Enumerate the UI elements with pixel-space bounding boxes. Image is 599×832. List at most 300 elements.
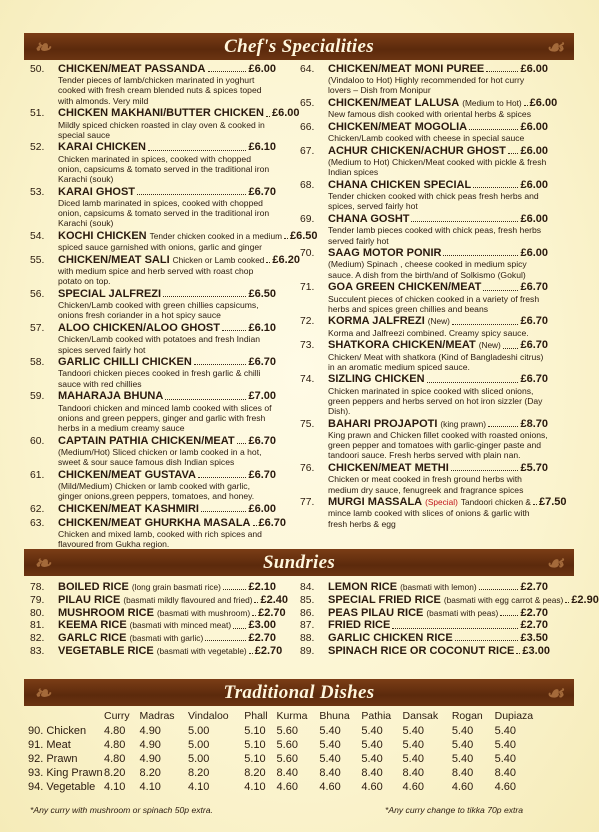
item-description: Tender chicken cooked with chick peas fresh herbs and spices, served fairly hot	[328, 191, 539, 212]
price-cell: 5.40	[319, 725, 341, 737]
column-header: Vindaloo	[187, 710, 229, 722]
leader-dots	[469, 129, 518, 130]
price-cell: 5.40	[494, 725, 517, 737]
menu-item	[30, 582, 276, 593]
item-price: £2.70	[248, 632, 276, 645]
price-cell: 5.40	[451, 725, 474, 737]
item-name: GARLIC CHICKEN RICE	[328, 632, 453, 645]
item-name: GARLIC CHILLI CHICKEN	[58, 356, 192, 369]
menu-item	[30, 323, 276, 355]
item-number: 82.	[30, 633, 45, 645]
item-name: GARLC RICE	[58, 632, 127, 645]
column-header: Bhuna	[319, 710, 350, 722]
item-number: 74.	[300, 374, 315, 386]
menu-item-row	[30, 391, 276, 402]
menu-item-row	[300, 646, 548, 657]
menu-item	[300, 97, 558, 120]
item-note: (basmati with minced meat)	[129, 620, 232, 631]
item-price: £2.70	[254, 644, 283, 657]
menu-item-row	[300, 608, 548, 619]
item-number: 88.	[300, 633, 315, 645]
price-cell: 4.80	[104, 725, 126, 737]
price-cell: 4.10	[187, 781, 210, 793]
item-note: Tender chicken cooked in a medium	[149, 231, 282, 242]
item-price: £6.50	[290, 230, 318, 243]
item-name: ACHUR CHICKEN/ACHUR GHOST	[328, 144, 506, 157]
price-cell: 5.40	[494, 753, 517, 765]
leader-dots	[500, 615, 518, 616]
menu-item	[30, 620, 276, 631]
menu-item-row	[30, 582, 276, 593]
item-number: 58.	[30, 357, 45, 369]
item-name: CHICKEN/MEAT GUSTAVA	[58, 468, 196, 481]
sundries-right-column	[300, 581, 599, 659]
flourish-ornament-icon: ☙	[545, 37, 564, 59]
leader-dots	[508, 153, 519, 154]
item-name: CAPTAIN PATHIA CHICKEN/MEAT	[58, 434, 235, 447]
leader-dots	[266, 116, 270, 117]
menu-item-row	[30, 606, 286, 619]
price-cell: 4.60	[402, 781, 424, 793]
item-price: £6.10	[248, 322, 276, 335]
item-number: 50.	[30, 64, 45, 75]
item-name: SIZLING CHICKEN	[328, 373, 425, 386]
item-price: £7.50	[538, 496, 567, 509]
leader-dots	[201, 511, 247, 512]
menu-item	[300, 646, 548, 657]
leader-dots	[452, 324, 519, 325]
leader-dots	[455, 640, 519, 641]
item-price: £6.50	[248, 288, 276, 301]
item-name: CHICKEN/MEAT MOGOLIA	[328, 121, 468, 134]
price-cell: 5.40	[402, 753, 424, 765]
item-description: Chicken marinated in spice cooked with sliced onions, green peppers and herbs served on hot iron sizzler (Day Dish).	[328, 385, 543, 417]
item-name: CHICKEN/MEAT KASHMIRI	[58, 502, 199, 515]
menu-item	[30, 253, 300, 287]
menu-item	[30, 142, 276, 184]
leader-dots	[208, 71, 247, 72]
price-cell: 4.60	[494, 781, 517, 793]
item-note: Tandoori chicken &	[460, 497, 531, 508]
menu-item-row	[30, 107, 300, 120]
price-cell: 4.60	[361, 781, 383, 793]
traditional-dishes-title: Traditional Dishes	[223, 682, 375, 703]
item-name: CHICKEN/MEAT LALUSA	[328, 97, 460, 110]
item-name: PILAU RICE	[58, 593, 121, 606]
menu-item	[30, 644, 283, 657]
item-price: £2.70	[520, 581, 548, 593]
price-cell: 5.60	[276, 739, 298, 751]
item-number: 52.	[30, 142, 45, 154]
item-description: Chicken marinated in spices, cooked with chopped onion, capsicums & tomato served in the traditional iron Karachi (souk)	[58, 153, 270, 185]
item-price: £6.00	[520, 213, 548, 226]
table-row	[28, 780, 548, 794]
menu-item	[30, 504, 276, 515]
item-price: £6.70	[248, 356, 276, 369]
menu-item	[30, 593, 288, 606]
item-description: (Vindaloo to Hot) Highly recommended for hot curry lovers – Dish from Monipur	[328, 75, 525, 96]
menu-item-row	[300, 97, 558, 110]
item-name: KEEMA RICE	[58, 619, 127, 632]
item-number: 89.	[300, 645, 315, 657]
item-number: 83.	[30, 645, 45, 657]
column-header: Curry	[104, 710, 130, 722]
price-cell: 8.20	[187, 767, 210, 779]
item-price: £6.70	[248, 185, 276, 198]
special-tag: (Special)	[425, 497, 458, 508]
menu-item-row	[30, 633, 276, 644]
item-description: Chicken/Lamb cooked with green chillies capsicums, onions fresh coriander in a hot spicy sauce	[58, 300, 259, 321]
sundries-left-column	[30, 581, 288, 659]
price-cell: 8.40	[402, 767, 424, 779]
table-row	[28, 738, 548, 752]
price-cell: 5.40	[451, 753, 474, 765]
price-cell: 4.80	[104, 739, 126, 751]
price-cell: 5.60	[276, 725, 298, 737]
item-name: MUSHROOM RICE	[58, 606, 154, 619]
item-name: CHANA GOSHT	[328, 213, 410, 226]
item-price: £6.00	[520, 63, 548, 75]
item-note: (long grain basmati rice)	[131, 582, 221, 592]
item-price: £7.00	[248, 390, 276, 403]
leader-dots	[137, 194, 246, 195]
item-number: 81.	[30, 620, 45, 632]
leader-dots	[392, 628, 518, 629]
item-name: PEAS PILAU RICE	[328, 606, 424, 619]
sundries-title: Sundries	[262, 552, 336, 573]
column-header: Phall	[244, 710, 268, 722]
traditional-dishes-banner	[24, 679, 574, 706]
leader-dots	[411, 221, 518, 222]
traditional-dishes-table	[28, 710, 548, 794]
leader-dots	[223, 589, 247, 590]
item-price: £6.00	[248, 63, 276, 75]
price-cell: 5.40	[402, 739, 424, 751]
leader-dots	[503, 348, 519, 349]
row-label: 90. Chicken	[28, 725, 87, 737]
leader-dots	[252, 615, 256, 616]
item-number: 84.	[300, 582, 315, 593]
flourish-ornament-icon: ❧	[34, 683, 52, 705]
leader-dots	[427, 382, 519, 383]
item-number: 73.	[300, 340, 315, 352]
item-name: ALOO CHICKEN/ALOO GHOST	[58, 322, 220, 335]
menu-item	[30, 357, 276, 389]
menu-item-row	[300, 582, 548, 593]
menu-item	[30, 470, 276, 502]
menu-item	[300, 374, 548, 416]
price-cell: 4.60	[276, 781, 298, 793]
table-header-blank	[28, 710, 104, 724]
leader-dots	[565, 602, 569, 603]
item-description: Tender pieces of lamb/chicken marinated in yoghurt cooked with fresh cream blended nuts & spices toped with almonds. Very mild	[58, 75, 262, 106]
item-description: Chicken/Lamb cooked with potatoes and fresh Indian spices served fairly hot	[58, 334, 261, 355]
price-cell: 5.00	[187, 753, 210, 765]
item-price: £3.00	[248, 619, 276, 632]
item-price: £2.10	[248, 581, 276, 593]
flourish-ornament-icon: ☙	[545, 553, 564, 575]
item-number: 78.	[30, 582, 45, 593]
item-price: £6.70	[520, 339, 548, 352]
price-cell: 4.60	[319, 781, 341, 793]
menu-item-row	[30, 504, 276, 515]
item-note: (king prawn)	[440, 418, 487, 429]
item-price: £6.70	[520, 315, 548, 328]
menu-item-row	[300, 340, 548, 351]
flourish-ornament-icon: ❧	[34, 553, 52, 575]
item-price: £2.70	[520, 619, 548, 632]
price-cell: 4.10	[244, 781, 266, 793]
item-note: (Medium to Hot)	[462, 98, 522, 109]
price-cell: 5.40	[361, 753, 383, 765]
menu-item-row	[30, 620, 276, 631]
item-price: £6.70	[258, 516, 287, 529]
item-number: 87.	[300, 620, 315, 632]
item-name: BAHARI PROJAPOTI	[328, 417, 438, 430]
leader-dots	[524, 105, 528, 106]
item-note: (basmati with mushroom)	[156, 607, 251, 618]
item-price: £6.70	[248, 434, 276, 447]
item-note: (basmati with egg carrot & peas)	[443, 594, 564, 605]
chef-specialities-right-column	[300, 63, 567, 531]
item-price: £8.70	[520, 417, 548, 430]
menu-item	[30, 606, 286, 619]
menu-item	[300, 146, 548, 178]
item-description: spiced sauce garnished with onions, garlic and ginger	[58, 242, 262, 253]
leader-dots	[473, 187, 518, 188]
item-price: £6.00	[248, 502, 276, 515]
menu-item	[300, 419, 548, 461]
leader-dots	[198, 477, 247, 478]
menu-item	[30, 107, 300, 140]
item-price: £6.70	[520, 281, 548, 294]
item-number: 59.	[30, 391, 45, 403]
price-cell: 8.40	[451, 767, 474, 779]
item-description: Korma and Jalfreezi combined. Creamy spicy sauce.	[328, 327, 529, 338]
item-number: 68.	[300, 180, 315, 192]
item-name: CHICKEN MAKHANI/BUTTER CHICKEN	[58, 107, 264, 120]
price-cell: 8.20	[104, 767, 126, 779]
price-cell: 5.40	[361, 725, 383, 737]
item-note: (basmati with peas)	[426, 607, 499, 618]
item-name: KARAI GHOST	[58, 185, 135, 198]
item-description: with medium spice and herb served with roast chop potato on top.	[58, 266, 254, 287]
table-row	[28, 766, 548, 780]
leader-dots	[479, 589, 519, 590]
price-cell: 5.40	[319, 739, 341, 751]
sundries-banner	[24, 549, 574, 576]
item-price: £6.00	[520, 121, 548, 134]
item-number: 85.	[300, 594, 315, 606]
note-mushroom-spinach: *Any curry with mushroom or spinach 50p extra.	[30, 805, 213, 815]
note-tikka: *Any curry change to tikka 70p extra	[385, 805, 524, 815]
item-price: £6.00	[520, 247, 548, 260]
item-description: (Medium/Hot) Sliced chicken or lamb cooked in a hot, sweet & sour sauce famous dish Indian spices	[58, 446, 262, 468]
item-name: CHANA CHICKEN SPECIAL	[328, 179, 472, 192]
item-name: GOA GREEN CHICKEN/MEAT	[328, 281, 482, 294]
price-cell: 5.40	[494, 739, 517, 751]
item-note: (basmati with vegetable)	[156, 645, 247, 656]
item-number: 57.	[30, 323, 45, 335]
item-note: (basmati mildly flavoured and fried)	[123, 594, 253, 605]
item-name: CHICKEN/MEAT MONI PUREE	[328, 63, 485, 75]
item-price: £5.70	[520, 462, 548, 475]
item-price: £6.00	[520, 179, 548, 192]
table-row	[28, 752, 548, 766]
menu-item	[30, 230, 318, 253]
item-description: Mildly spiced chicken roasted in clay oven & cooked in special sauce	[58, 119, 265, 140]
leader-dots	[249, 653, 253, 654]
price-cell: 5.10	[244, 725, 266, 737]
item-name: SPINACH RICE OR COCONUT RICE	[328, 644, 515, 657]
item-price: £3.00	[522, 644, 550, 657]
item-description: (Medium) Spinach , cheese cooked in medium spicy sauce. A dish from the birth/and of Solkismo (Gokul)	[328, 259, 527, 280]
price-cell: 4.60	[451, 781, 474, 793]
menu-item	[30, 64, 276, 106]
column-header: Kurma	[276, 710, 308, 722]
leader-dots	[148, 150, 246, 151]
menu-item	[300, 180, 548, 212]
item-name: SAAG MOTOR PONIR	[328, 247, 442, 260]
menu-item-row	[300, 633, 548, 644]
menu-item	[300, 496, 567, 529]
item-number: 51.	[30, 108, 45, 120]
item-number: 61.	[30, 469, 45, 481]
menu-item-row	[300, 248, 548, 259]
item-price: £6.20	[272, 253, 300, 266]
item-number: 67.	[300, 145, 315, 157]
item-number: 65.	[300, 98, 315, 110]
price-cell: 5.00	[187, 725, 210, 737]
menu-item	[300, 593, 599, 606]
leader-dots	[254, 602, 258, 603]
item-description: New famous dish cooked with oriental herbs & spices	[328, 109, 532, 120]
leader-dots	[483, 290, 518, 291]
item-note: (basmati with garlic)	[129, 633, 204, 644]
menu-item-row	[30, 142, 276, 153]
item-number: 63.	[30, 517, 45, 529]
item-price: £2.90	[571, 593, 599, 606]
item-note: (New)	[478, 340, 501, 351]
leader-dots	[516, 653, 520, 654]
menu-item-row	[30, 593, 288, 606]
item-number: 70.	[300, 248, 315, 260]
menu-item	[300, 463, 548, 495]
menu-item	[300, 248, 548, 280]
item-name: CHICKEN/MEAT METHI	[328, 462, 449, 475]
menu-item	[30, 516, 287, 550]
leader-dots	[237, 443, 247, 444]
menu-item-row	[300, 374, 548, 385]
price-cell: 8.40	[494, 767, 517, 779]
table-row	[28, 724, 548, 738]
column-header: Dansak	[402, 710, 439, 722]
column-header: Madras	[139, 710, 175, 722]
leader-dots	[165, 399, 246, 400]
menu-item-row	[30, 644, 283, 657]
item-name: MURGI MASSALA	[328, 496, 423, 509]
menu-item-row	[300, 496, 567, 509]
item-note: Chicken or Lamb cooked	[172, 254, 265, 265]
item-price: £3.50	[520, 632, 548, 645]
menu-item-row	[30, 470, 276, 481]
item-description: Tandoori chicken pieces cooked in fresh garlic & chilli sauce with red chillies	[58, 368, 261, 389]
price-cell: 4.10	[139, 781, 161, 793]
price-cell: 4.90	[139, 753, 161, 765]
menu-item	[30, 436, 276, 468]
menu-item-row	[30, 357, 276, 368]
price-cell: 8.20	[139, 767, 161, 779]
leader-dots	[266, 262, 270, 263]
item-description: Tender lamb pieces cooked with chick peas, fresh herbs served fairly hot	[328, 225, 542, 246]
item-description: King prawn and Chicken fillet cooked with roasted onions, green pepper and tomatoes with garlic-ginger paste and tandoori sauce. Fresh herbs served with plain nan.	[328, 430, 548, 461]
item-price: £2.40	[260, 593, 288, 606]
item-description: (Medium to Hot) Chicken/Meat cooked with pickle & fresh Indian spices	[328, 157, 547, 178]
item-name: SPECIAL JALFREZI	[58, 288, 162, 301]
menu-item-row	[300, 419, 548, 430]
item-price: £2.70	[520, 606, 548, 619]
item-number: 62.	[30, 503, 45, 515]
menu-item-row	[300, 316, 548, 327]
price-cell: 5.10	[244, 753, 266, 765]
item-name: LEMON RICE	[328, 581, 398, 593]
item-name: CHICKEN/MEAT GHURKHA MASALA	[58, 516, 251, 529]
menu-item-row	[30, 187, 276, 198]
item-name: SPECIAL FRIED RICE	[328, 593, 441, 606]
flourish-ornament-icon: ☙	[545, 683, 564, 705]
price-cell: 8.40	[276, 767, 298, 779]
price-cell: 4.10	[104, 781, 126, 793]
column-header: Pathia	[361, 710, 392, 722]
item-description: Chicken or meat cooked in fresh ground herbs with medium dry sauce, fenugreek and fragrance spices	[328, 474, 524, 495]
item-description: Succulent pieces of chicken cooked in a variety of fresh herbs and spices green chillies and beans	[328, 293, 540, 314]
price-cell: 5.40	[402, 725, 424, 737]
menu-item	[30, 633, 276, 644]
item-number: 60.	[30, 435, 45, 447]
menu-item	[300, 316, 548, 337]
menu-item	[300, 64, 548, 96]
menu-item	[300, 282, 548, 314]
item-name: CHICKEN/MEAT PASSANDA	[58, 63, 206, 75]
leader-dots	[233, 628, 246, 629]
menu-item	[300, 122, 548, 143]
item-number: 69.	[300, 214, 315, 226]
item-number: 80.	[30, 607, 45, 619]
price-cell: 4.80	[104, 753, 126, 765]
chef-specialities-banner	[24, 33, 574, 60]
menu-item-row	[300, 282, 548, 293]
item-price: £6.00	[271, 107, 300, 120]
item-number: 64.	[300, 64, 315, 75]
price-cell: 8.40	[361, 767, 383, 779]
menu-item	[30, 289, 276, 321]
item-number: 79.	[30, 594, 45, 606]
menu-item	[30, 391, 276, 433]
item-number: 55.	[30, 254, 45, 266]
price-cell: 5.40	[451, 739, 474, 751]
item-name: VEGETABLE RICE	[58, 644, 154, 657]
item-name: BOILED RICE	[58, 581, 129, 593]
menu-item-row	[30, 64, 276, 75]
item-price: £6.00	[520, 144, 548, 157]
menu-item-row	[300, 620, 548, 631]
column-header: Dupiaza	[494, 710, 534, 722]
price-cell: 5.10	[244, 739, 266, 751]
item-number: 71.	[300, 282, 315, 294]
leader-dots	[284, 238, 288, 239]
menu-item-row	[300, 214, 548, 225]
flourish-ornament-icon: ❧	[34, 37, 52, 59]
